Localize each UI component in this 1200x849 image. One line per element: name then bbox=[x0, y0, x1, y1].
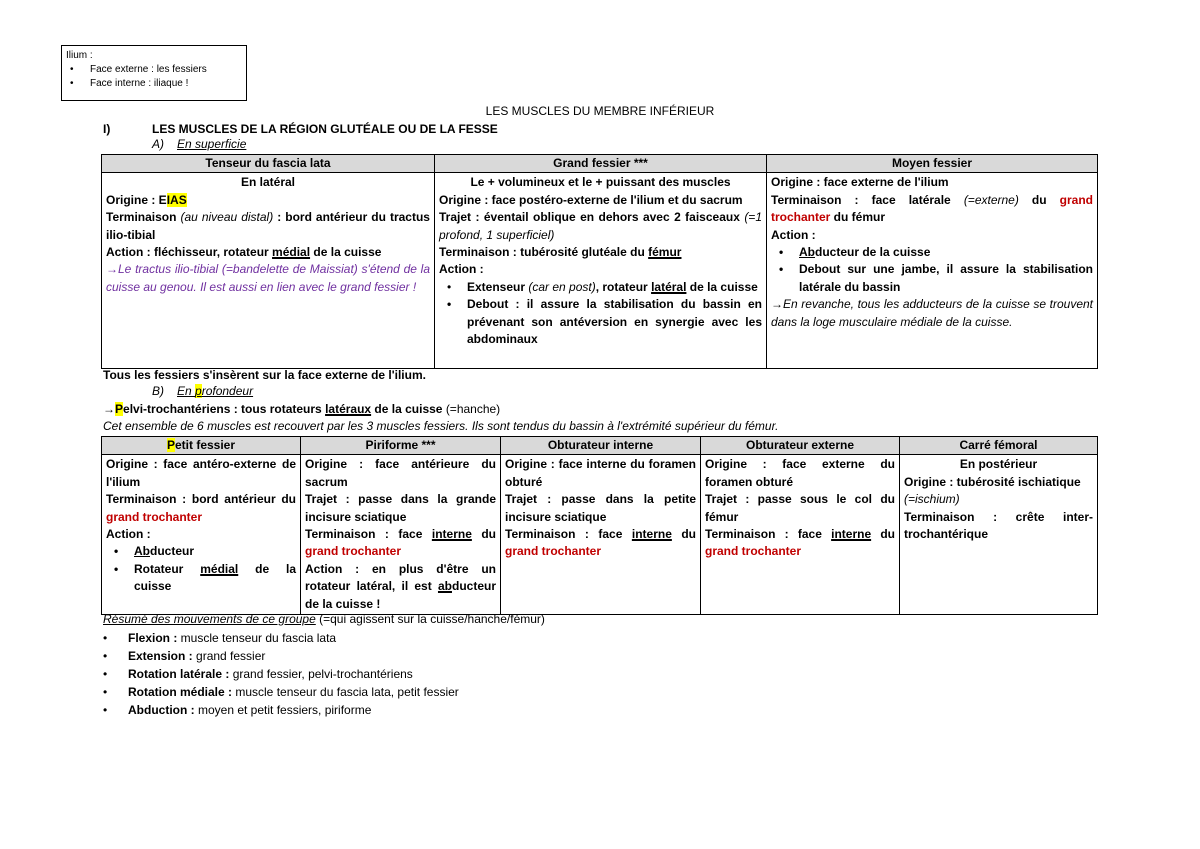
adducteurs-note: →En revanche, tous les adducteurs de la cuisse se trouvent dans la loge musculaire médiale de la cuisse. bbox=[771, 297, 1093, 329]
table-header-row bbox=[102, 155, 1098, 173]
table-row bbox=[102, 173, 1098, 369]
note-item: • Face interne : iliaque ! bbox=[66, 77, 242, 91]
cell-piriforme: Origine : face antérieure du sacrum Trajet : passe dans la grande incisure sciatique Terminaison : face interne du grand trochanter Action : en plus d'être un rotateur latéral, il est abducteur de la cuisse ! bbox=[301, 455, 501, 615]
cell-obturateur-externe: Origine : face externe du foramen obturé Trajet : passe sous le col du fémur Terminaison : face interne du grand trochanter bbox=[701, 455, 900, 615]
tractus-note: →Le tractus ilio-tibial (=bandelette de Maissiat) s'étend de la cuisse au genou. Il est aussi en lien avec le grand fessier ! bbox=[106, 262, 430, 294]
section-number: I) bbox=[103, 122, 111, 136]
fessiers-insertion-note: Tous les fessiers s'insèrent sur la face externe de l'ilium. bbox=[103, 368, 426, 382]
cell-obturateur-interne: Origine : face interne du foramen obturé Trajet : passe dans la petite incisure sciatique Terminaison : face interne du grand trochanter bbox=[501, 455, 701, 615]
list-item: • Abducteur bbox=[134, 543, 296, 560]
deep-muscles-table bbox=[101, 436, 1098, 615]
note-heading: Ilium : bbox=[66, 50, 93, 61]
deep-group-intro: Cet ensemble de 6 muscles est recouvert par les 3 muscles fessiers. Ils sont tendus du bassin à l'extrémité supérieur du fémur. bbox=[103, 419, 779, 433]
list-item: • Abduction : moyen et petit fessiers, piriforme bbox=[103, 701, 459, 719]
list-item: • Extenseur (car en post), rotateur latéral de la cuisse bbox=[467, 279, 762, 296]
header-petit-fessier: Petit fessier bbox=[102, 437, 301, 455]
header-tenseur: Tenseur du fascia lata bbox=[102, 155, 435, 173]
ilium-note-box bbox=[61, 45, 247, 101]
cell-subtitle: En latéral bbox=[240, 175, 296, 190]
header-piriforme: Piriforme *** bbox=[301, 437, 501, 455]
list-item: • Debout : il assure la stabilisation du bassin en prévenant son antéversion en synergie avec les abdominaux bbox=[467, 296, 762, 348]
section-title: LES MUSCLES DE LA RÉGION GLUTÉALE OU DE LA FESSE bbox=[152, 122, 498, 136]
subsection-a-title: En superficie bbox=[177, 137, 247, 151]
cell-tenseur: En latéral Origine : EIAS Terminaison (au niveau distal) : bord antérieur du tractus ilio-tibial Action : fléchisseur, rotateur médial de la cuisse →Le tractus ilio-tibial (=bandelette de Maissiat) s'étend de la cuisse au genou. Il est aussi en lien avec le grand fessier ! bbox=[102, 173, 435, 369]
highlight: IAS bbox=[166, 192, 187, 207]
resume-list bbox=[103, 629, 459, 719]
subsection-b-letter: B) bbox=[152, 384, 164, 398]
list-item: • Abducteur de la cuisse bbox=[799, 244, 1093, 261]
superficial-muscles-table bbox=[101, 154, 1098, 369]
list-item: • Flexion : muscle tenseur du fascia lata bbox=[103, 629, 459, 647]
cell-petit-fessier: Origine : face antéro-externe de l'ilium Terminaison : bord antérieur du grand trochanter Action : • Abducteur • Rotateur médial de la cuisse bbox=[102, 455, 301, 615]
header-obturateur-interne: Obturateur interne bbox=[501, 437, 701, 455]
header-grand-fessier: Grand fessier *** bbox=[435, 155, 767, 173]
cell-moyen-fessier: Origine : face externe de l'ilium Terminaison : face latérale (=externe) du grand trochanter du fémur Action : • Abducteur de la cuisse • Debout sur une jambe, il assure la stabilisation latérale du bassin →En revanche, tous les adducteurs de la cuisse se trouvent dans la loge musculaire médiale de la cuisse. bbox=[767, 173, 1098, 369]
document-title: LES MUSCLES DU MEMBRE INFÉRIEUR bbox=[485, 104, 715, 118]
header-obturateur-externe: Obturateur externe bbox=[701, 437, 900, 455]
table-row bbox=[102, 455, 1098, 615]
header-moyen-fessier: Moyen fessier bbox=[767, 155, 1098, 173]
subsection-b-title: En profondeur bbox=[177, 384, 254, 398]
cell-carre-femoral: En postérieur Origine : tubérosité ischiatique (=ischium) Terminaison : crête inter-trochantérique bbox=[900, 455, 1098, 615]
list-item: • Rotateur médial de la cuisse bbox=[134, 561, 296, 596]
list-item: • Extension : grand fessier bbox=[103, 647, 459, 665]
list-item: • Rotation latérale : grand fessier, pelvi-trochantériens bbox=[103, 665, 459, 683]
table-header-row bbox=[102, 437, 1098, 455]
list-item: • Debout sur une jambe, il assure la stabilisation latérale du bassin bbox=[799, 261, 1093, 296]
pelvi-trochanteriens-line: →Pelvi-trochantériens : tous rotateurs latéraux de la cuisse (=hanche) bbox=[103, 402, 501, 416]
list-item: • Rotation médiale : muscle tenseur du fascia lata, petit fessier bbox=[103, 683, 459, 701]
header-carre-femoral: Carré fémoral bbox=[900, 437, 1098, 455]
subsection-a-letter: A) bbox=[152, 137, 164, 151]
resume-heading: Résumé des mouvements de ce groupe (=qui agissent sur la cuisse/hanche/fémur) bbox=[103, 612, 545, 626]
cell-grand-fessier: Le + volumineux et le + puissant des muscles Origine : face postéro-externe de l'ilium et du sacrum Trajet : éventail oblique en dehors avec 2 faisceaux (=1 profond, 1 superficiel) Terminaison : tubérosité glutéale du fémur Action : • Extenseur (car en post), rotateur latéral de la cuisse • Debout : il assure la stabilisation du bassin en prévenant son antéversion en synergie avec les abdominaux bbox=[435, 173, 767, 369]
note-item: • Face externe : les fessiers bbox=[66, 63, 242, 77]
